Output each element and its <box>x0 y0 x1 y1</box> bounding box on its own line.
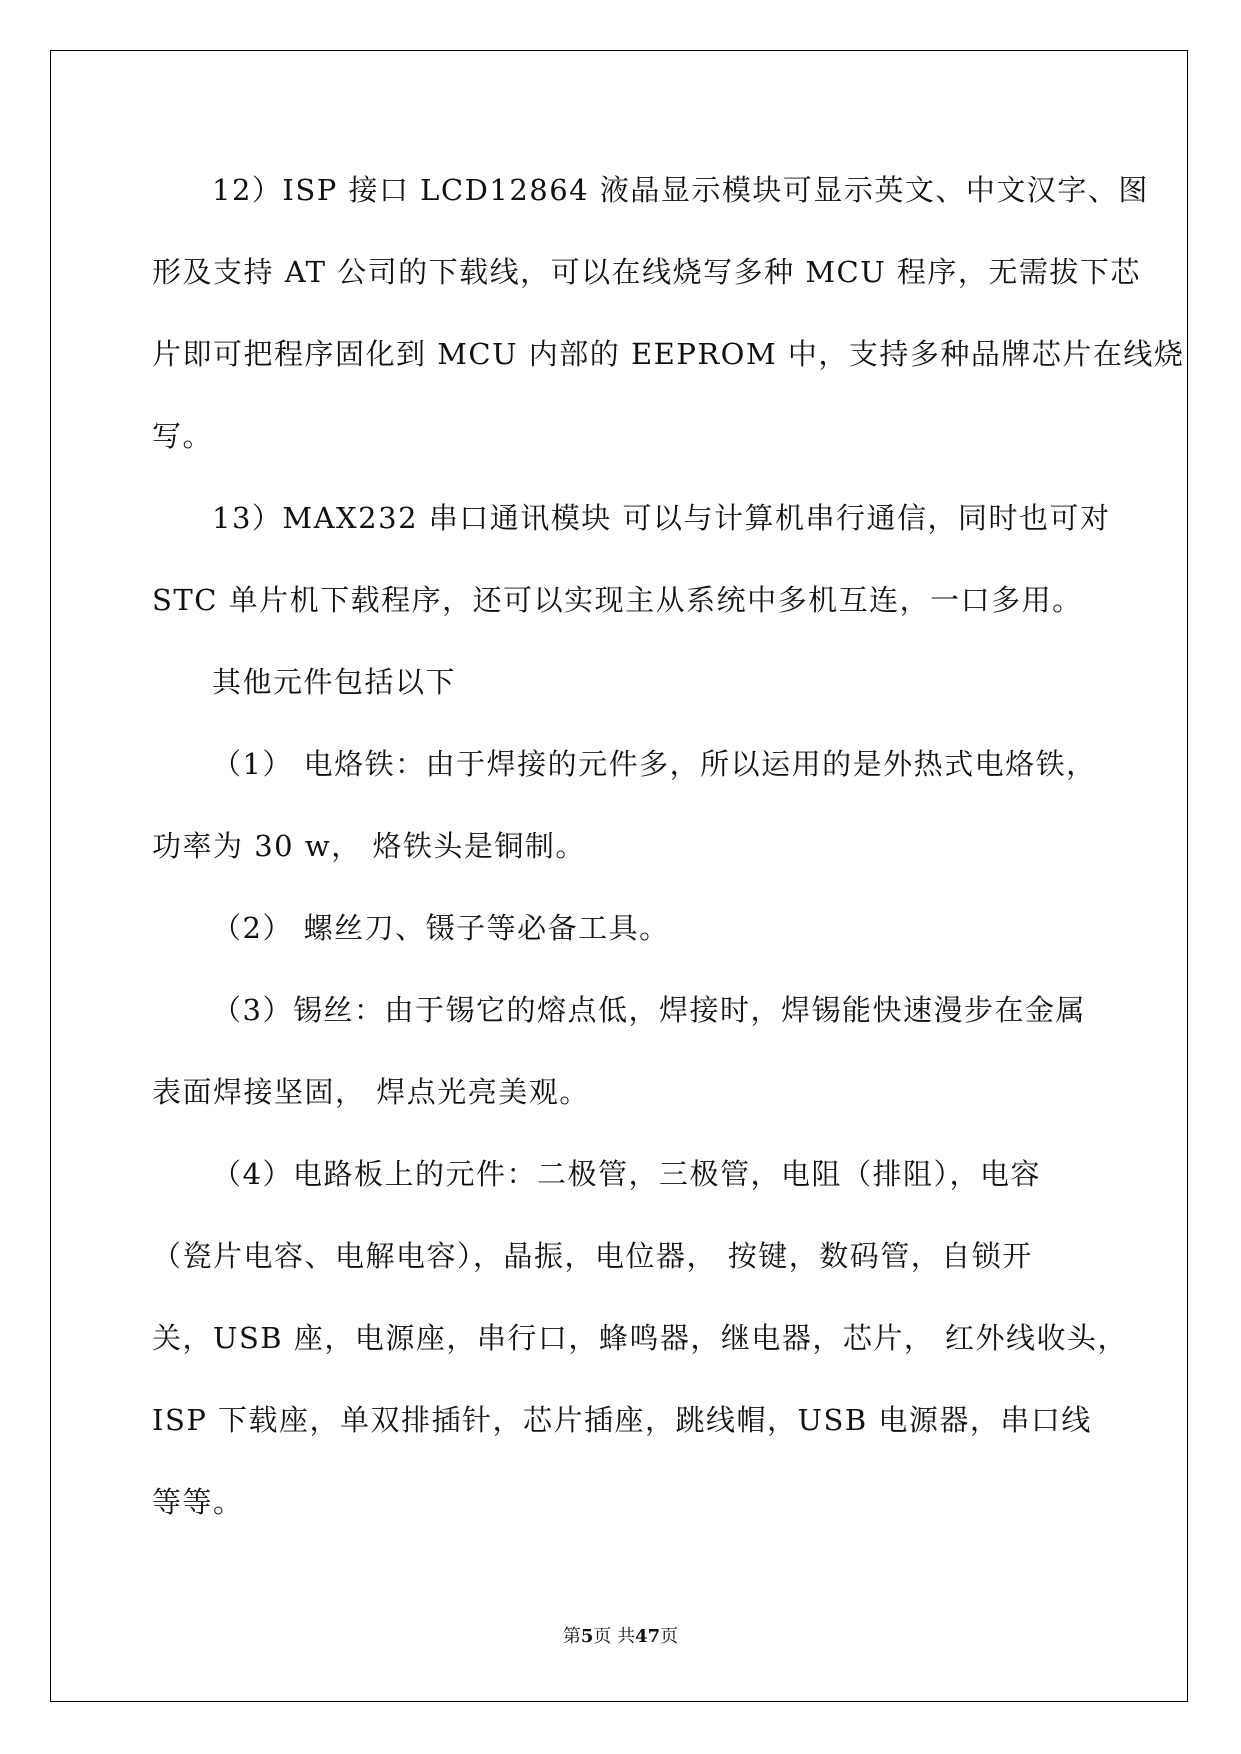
text-line: 13）MAX232 串口通讯模块 可以与计算机串行通信，同时也可对 <box>212 501 1111 535</box>
text-line: 其他元件包括以下 <box>212 665 457 699</box>
text-line: 形及支持 AT 公司的下载线，可以在线烧写多种 MCU 程序，无需拔下芯 <box>152 255 1141 289</box>
footer-suffix: 页 <box>660 1626 679 1647</box>
text-line: 等等。 <box>152 1485 244 1519</box>
text-line: ISP 下载座，单双排插针，芯片插座，跳线帽，USB 电源器，串口线 <box>152 1403 1092 1437</box>
text-line: 片即可把程序固化到 MCU 内部的 EEPROM 中，支持多种品牌芯片在线烧 <box>152 337 1185 371</box>
text-line: 表面焊接坚固， 焊点光亮美观。 <box>152 1075 590 1109</box>
footer-page-number: 5 <box>580 1626 594 1647</box>
text-line: 功率为 30 w， 烙铁头是铜制。 <box>152 829 586 863</box>
text-line: （瓷片电容、电解电容），晶振，电位器， 按键，数码管，自锁开 <box>152 1239 1033 1273</box>
text-line: （1） 电烙铁：由于焊接的元件多，所以运用的是外热式电烙铁， <box>212 747 1097 781</box>
text-line: （3）锡丝：由于锡它的熔点低，焊接时，焊锡能快速漫步在金属 <box>212 993 1086 1027</box>
page-footer <box>0 1622 1241 1648</box>
text-line: STC 单片机下载程序，还可以实现主从系统中多机互连，一口多用。 <box>152 583 1083 617</box>
footer-total-pages: 47 <box>635 1626 661 1647</box>
page-border <box>50 50 1188 1702</box>
footer-prefix: 第 <box>562 1626 581 1647</box>
text-line: （2） 螺丝刀、镊子等必备工具。 <box>212 911 670 945</box>
footer-mid: 页 共 <box>593 1626 636 1647</box>
text-line: （4）电路板上的元件：二极管，三极管，电阻（排阻），电容 <box>212 1157 1041 1191</box>
text-line: 写。 <box>152 419 214 453</box>
text-line: 关，USB 座，电源座，串行口，蜂鸣器，继电器，芯片， 红外线收头， <box>152 1321 1129 1355</box>
text-line: 12）ISP 接口 LCD12864 液晶显示模块可显示英文、中文汉字、图 <box>212 173 1149 207</box>
